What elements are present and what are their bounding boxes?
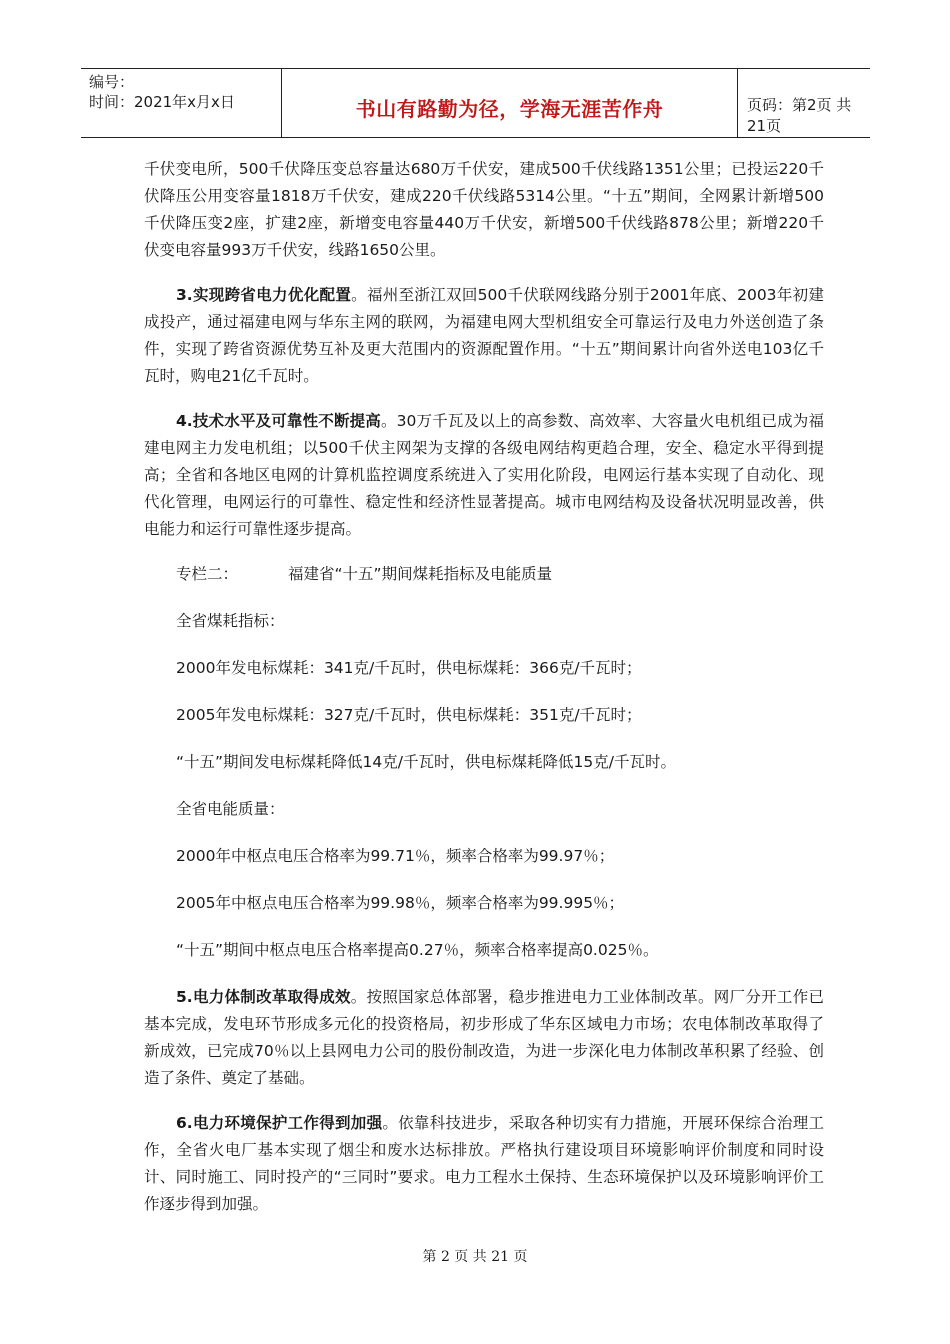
page-footer: 第 2 页 共 21 页 — [422, 1249, 528, 1265]
paragraph-text: 。按照国家总体部署，稳步推进电力工业体制改革。网厂分开工作已基本完成，发电环节形成多元化的投资格局，初步形成了华东区域电力市场；农电体制改革取得了新成效，已完成70％以上县网电力公司的股份制改造，为进一步深化电力体制改革积累了经验、创造了条件、奠定了基础。 — [144, 988, 824, 1087]
column-line: 2000年中枢点电压合格率为99.71％，频率合格率为99.97％； — [176, 847, 615, 865]
paragraph-text: 。30万千瓦及以上的高参数、高效率、大容量火电机组已成为福建电网主力发电机组；以500千伏主网架为支撑的各级电网结构更趋合理，安全、稳定水平得到提高；全省和各地区电网的计算机监控调度系统进入了实用化阶段，电网运行基本实现了自动化、现代化管理，电网运行的可靠性、稳定性和经济性显著提高。城市电网结构及设备状况明显改善，供电能力和运行可靠性逐步提高。 — [144, 412, 824, 538]
document-date: 时间：2021年x月x日 — [89, 93, 235, 111]
page-header — [81, 68, 870, 138]
paragraph-text: 。福州至浙江双回500千伏联网线路分别于2001年底、2003年初建成投产，通过福建电网与华东主网的联网，为福建电网大型机组安全可靠运行及电力外送创造了条件，实现了跨省资源优势互补及更大范围内的资源配置作用。“十五”期间累计向省外送电103亿千瓦时，购电21亿千瓦时。 — [144, 286, 824, 385]
paragraph — [144, 282, 824, 390]
column-line: 全省电能质量： — [176, 800, 285, 818]
column-title: 福建省“十五”期间煤耗指标及电能质量 — [288, 565, 553, 583]
column-line: 2005年发电标煤耗：327克/千瓦时，供电标煤耗：351克/千瓦时； — [176, 706, 642, 724]
paragraph — [144, 408, 824, 543]
paragraph — [144, 1110, 824, 1218]
column-line: 全省煤耗指标： — [176, 612, 285, 630]
column-line: “十五”期间中枢点电压合格率提高0.27％，频率合格率提高0.025％。 — [176, 941, 659, 959]
paragraph-heading: 3.实现跨省电力优化配置 — [176, 286, 352, 304]
paragraph — [144, 156, 824, 264]
document-body — [144, 156, 824, 1236]
header-info-cell — [81, 69, 281, 137]
column-line: “十五”期间发电标煤耗降低14克/千瓦时，供电标煤耗降低15克/千瓦时。 — [176, 753, 676, 771]
header-page-cell — [737, 69, 870, 137]
paragraph-text: 千伏变电所，500千伏降压变总容量达680万千伏安，建成500千伏线路1351公里；已投运220千伏降压公用变容量1818万千伏安，建成220千伏线路5314公里。“十五”期间，全网累计新增500千伏降压变2座，扩建2座，新增变电容量440万千伏安，新增500千伏线路878公里；新增220千伏变电容量993万千伏安，线路1650公里。 — [144, 160, 824, 259]
paragraph-heading: 5.电力体制改革取得成效 — [176, 988, 351, 1006]
document-code: 编号： — [89, 73, 135, 91]
column-line: 2000年发电标煤耗：341克/千瓦时，供电标煤耗：366克/千瓦时； — [176, 659, 642, 677]
column-line: 2005年中枢点电压合格率为99.98％，频率合格率为99.995％； — [176, 894, 625, 912]
column-title-line — [144, 561, 824, 588]
paragraph-heading: 6.电力环境保护工作得到加强 — [176, 1114, 383, 1132]
header-motto-cell — [281, 69, 738, 137]
header-motto: 书山有路勤为径，学海无涯苦作舟 — [355, 97, 664, 121]
paragraph-heading: 4.技术水平及可靠性不断提高 — [176, 412, 381, 430]
header-page-info: 页码：第2页 共21页 — [747, 96, 852, 135]
paragraph-text: 。依靠科技进步，采取各种切实有力措施，开展环保综合治理工作，全省火电厂基本实现了烟尘和废水达标排放。严格执行建设项目环境影响评价制度和同时设计、同时施工、同时投产的“三同时”要求。电力工程水土保持、生态环境保护以及环境影响评价工作逐步得到加强。 — [144, 1114, 824, 1213]
column-label: 专栏二： — [176, 565, 239, 583]
paragraph — [144, 984, 824, 1092]
